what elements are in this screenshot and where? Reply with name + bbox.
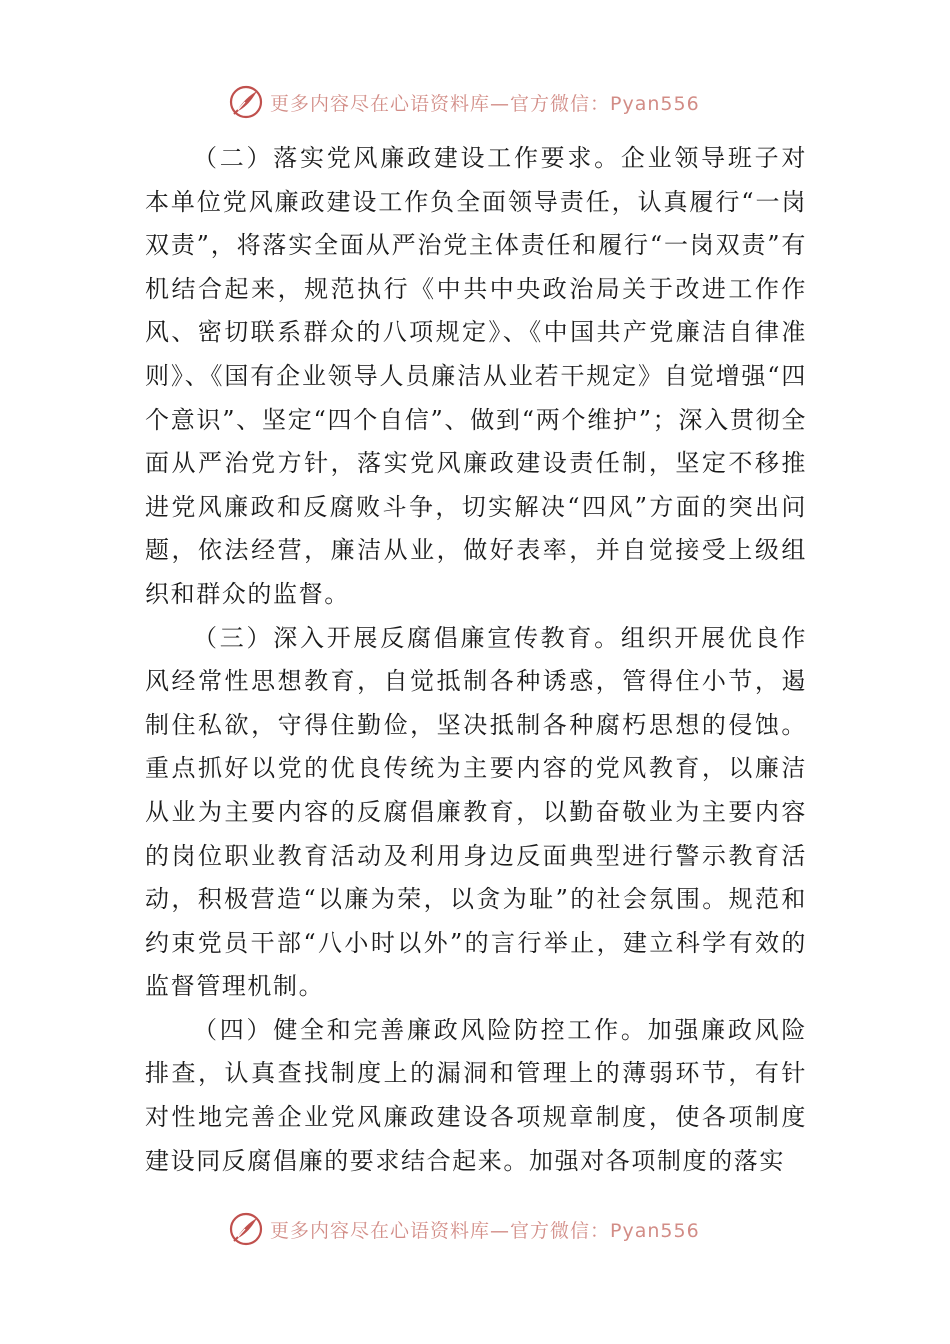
header-watermark xyxy=(228,80,700,124)
footer-watermark xyxy=(228,1207,700,1251)
watermark-text: 更多内容尽在心语资料库—官方微信：Pyan556 xyxy=(270,1219,700,1242)
paragraph-3: （三）深入开展反腐倡廉宣传教育。组织开展优良作风经常性思想教育，自觉抵制各种诱惑，管得住小节，遏制住私欲，守得住勤俭，坚决抵制各种腐朽思想的侵蚀。重点抓好以党的优良传统为主要内容的党风教育，以廉洁从业为主要内容的反腐倡廉教育，以勤奋敬业为主要内容的岗位职业教育活动及利用身边反面典型进行警示教育活动，积极营造“以廉为荣，以贪为耻”的社会氛围。规范和约束党员干部“八小时以外”的言行举止，建立科学有效的监督管理机制。 xyxy=(145,623,807,1001)
quill-pen-icon xyxy=(228,1211,264,1247)
watermark-text: 更多内容尽在心语资料库—官方微信：Pyan556 xyxy=(270,92,700,115)
paragraph-4: （四）健全和完善廉政风险防控工作。加强廉政风险排查，认真查找制度上的漏洞和管理上的薄弱环节，有针对性地完善企业党风廉政建设各项规章制度，使各项制度建设同反腐倡廉的要求结合起来。加强对各项制度的落实 xyxy=(145,1015,807,1175)
document-body xyxy=(145,137,807,1183)
paragraph-2: （二）落实党风廉政建设工作要求。企业领导班子对本单位党风廉政建设工作负全面领导责任，认真履行“一岗双责”，将落实全面从严治党主体责任和履行“一岗双责”有机结合起来，规范执行《中共中央政治局关于改进工作作风、密切联系群众的八项规定》、《中国共产党廉洁自律准则》、《国有企业领导人员廉洁从业若干规定》自觉增强“四个意识”、坚定“四个自信”、做到“两个维护”；深入贯彻全面从严治党方针，落实党风廉政建设责任制，坚定不移推进党风廉政和反腐败斗争，切实解决“四风”方面的突出问题，依法经营，廉洁从业，做好表率，并自觉接受上级组织和群众的监督。 xyxy=(145,144,807,608)
quill-pen-icon xyxy=(228,84,264,120)
